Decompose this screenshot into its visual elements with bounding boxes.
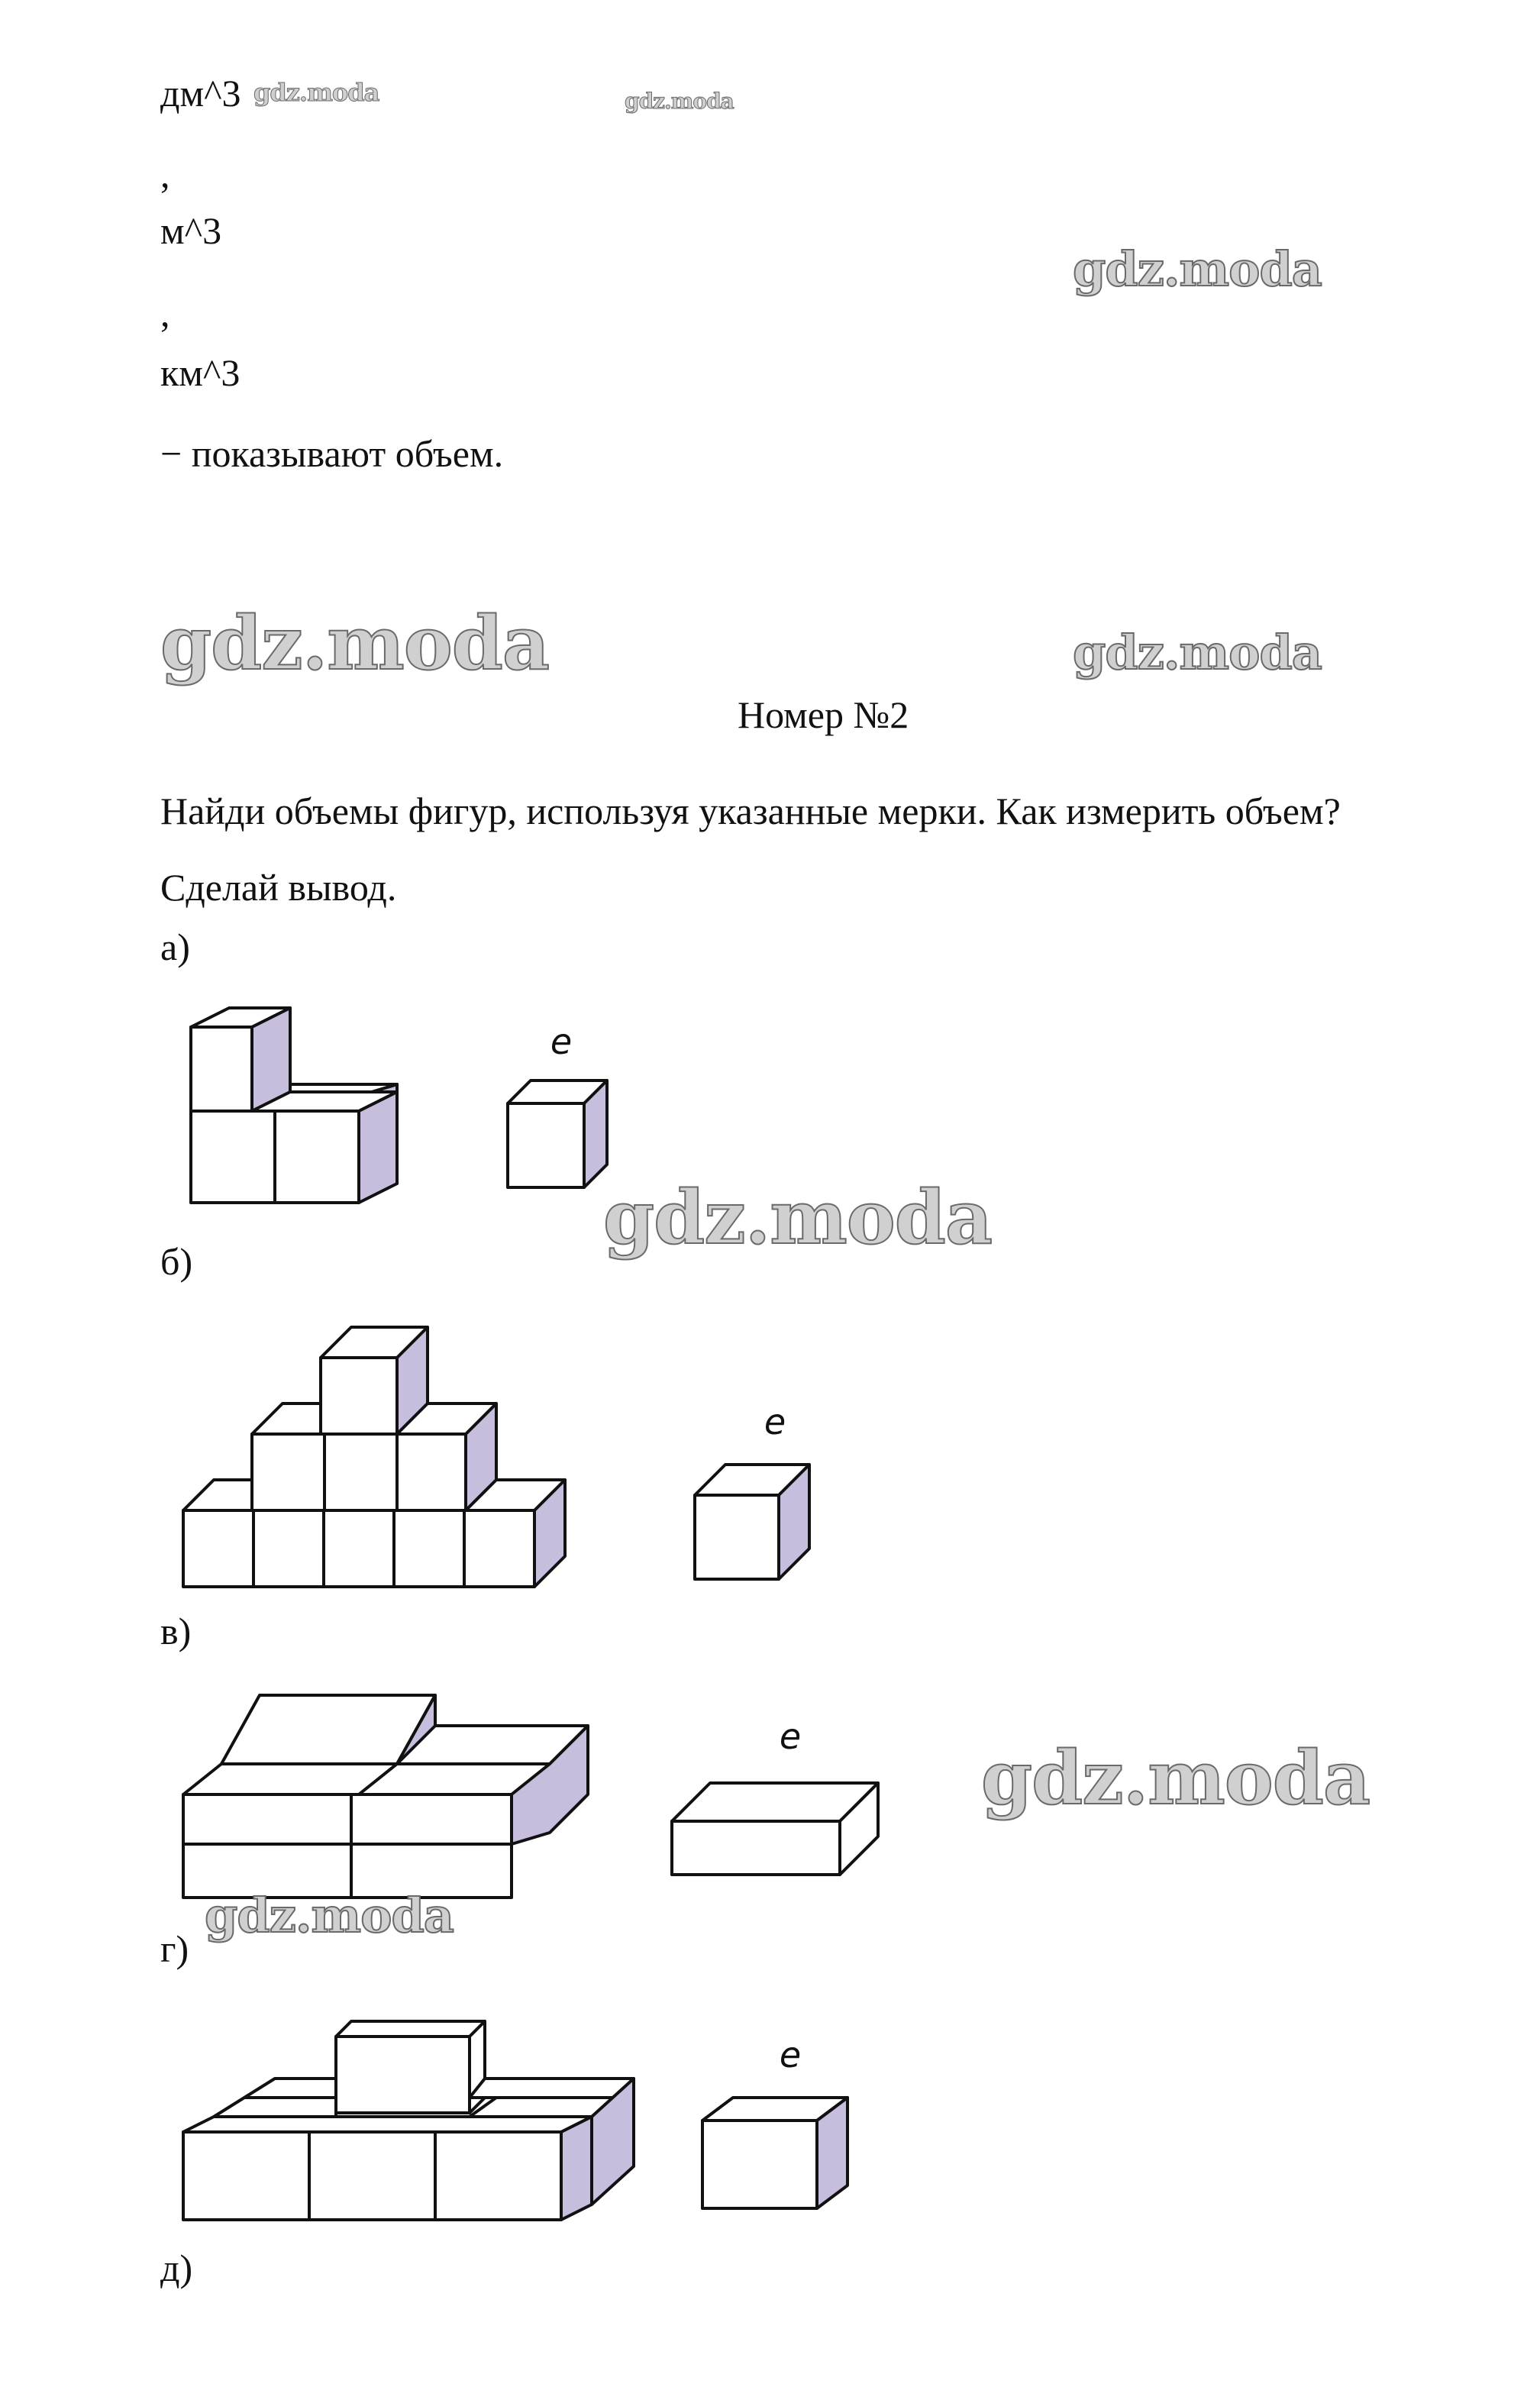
unit-label-d: e (779, 2034, 802, 2075)
unit-label-c: e (779, 1716, 802, 1757)
unit-dm3: дм^3 (160, 72, 241, 115)
comma: , (160, 153, 170, 195)
figure-d (176, 1995, 909, 2224)
item-label-a: а) (160, 925, 190, 968)
comma: , (160, 292, 170, 334)
unit-label-a: e (550, 1021, 573, 1062)
figure-c-svg (176, 1680, 909, 1909)
volume-note: − показывают объем. (160, 432, 504, 475)
figure-b (176, 1312, 863, 1594)
watermark: gdz.moda (1073, 241, 1322, 297)
item-label-e: д) (160, 2247, 193, 2289)
watermark: gdz.moda (603, 1174, 993, 1261)
unit-km3: км^3 (160, 351, 241, 394)
unit-m3: м^3 (160, 209, 222, 252)
watermark: gdz.moda (160, 600, 550, 686)
item-label-b: б) (160, 1240, 193, 1283)
figure-a-svg (176, 1000, 573, 1199)
watermark: gdz.moda (981, 1735, 1371, 1821)
task-prompt: Найди объемы фигур, используя указанные мерки. Как измерить объем? Сделай вывод. (160, 790, 1341, 909)
figure-a (176, 1000, 573, 1199)
task-title: Номер №2 (738, 693, 909, 736)
item-label-c: в) (160, 1610, 192, 1652)
unit-label-b: e (764, 1401, 786, 1442)
watermark: gdz.moda (625, 89, 734, 114)
figure-b-svg (176, 1312, 863, 1594)
watermark: gdz.moda (1073, 625, 1322, 680)
watermark: gdz.moda (253, 78, 379, 107)
item-label-d: г) (160, 1927, 189, 1970)
figure-d-svg (176, 1995, 909, 2224)
watermark: gdz.moda (205, 1888, 454, 1943)
figure-c (176, 1680, 909, 1909)
